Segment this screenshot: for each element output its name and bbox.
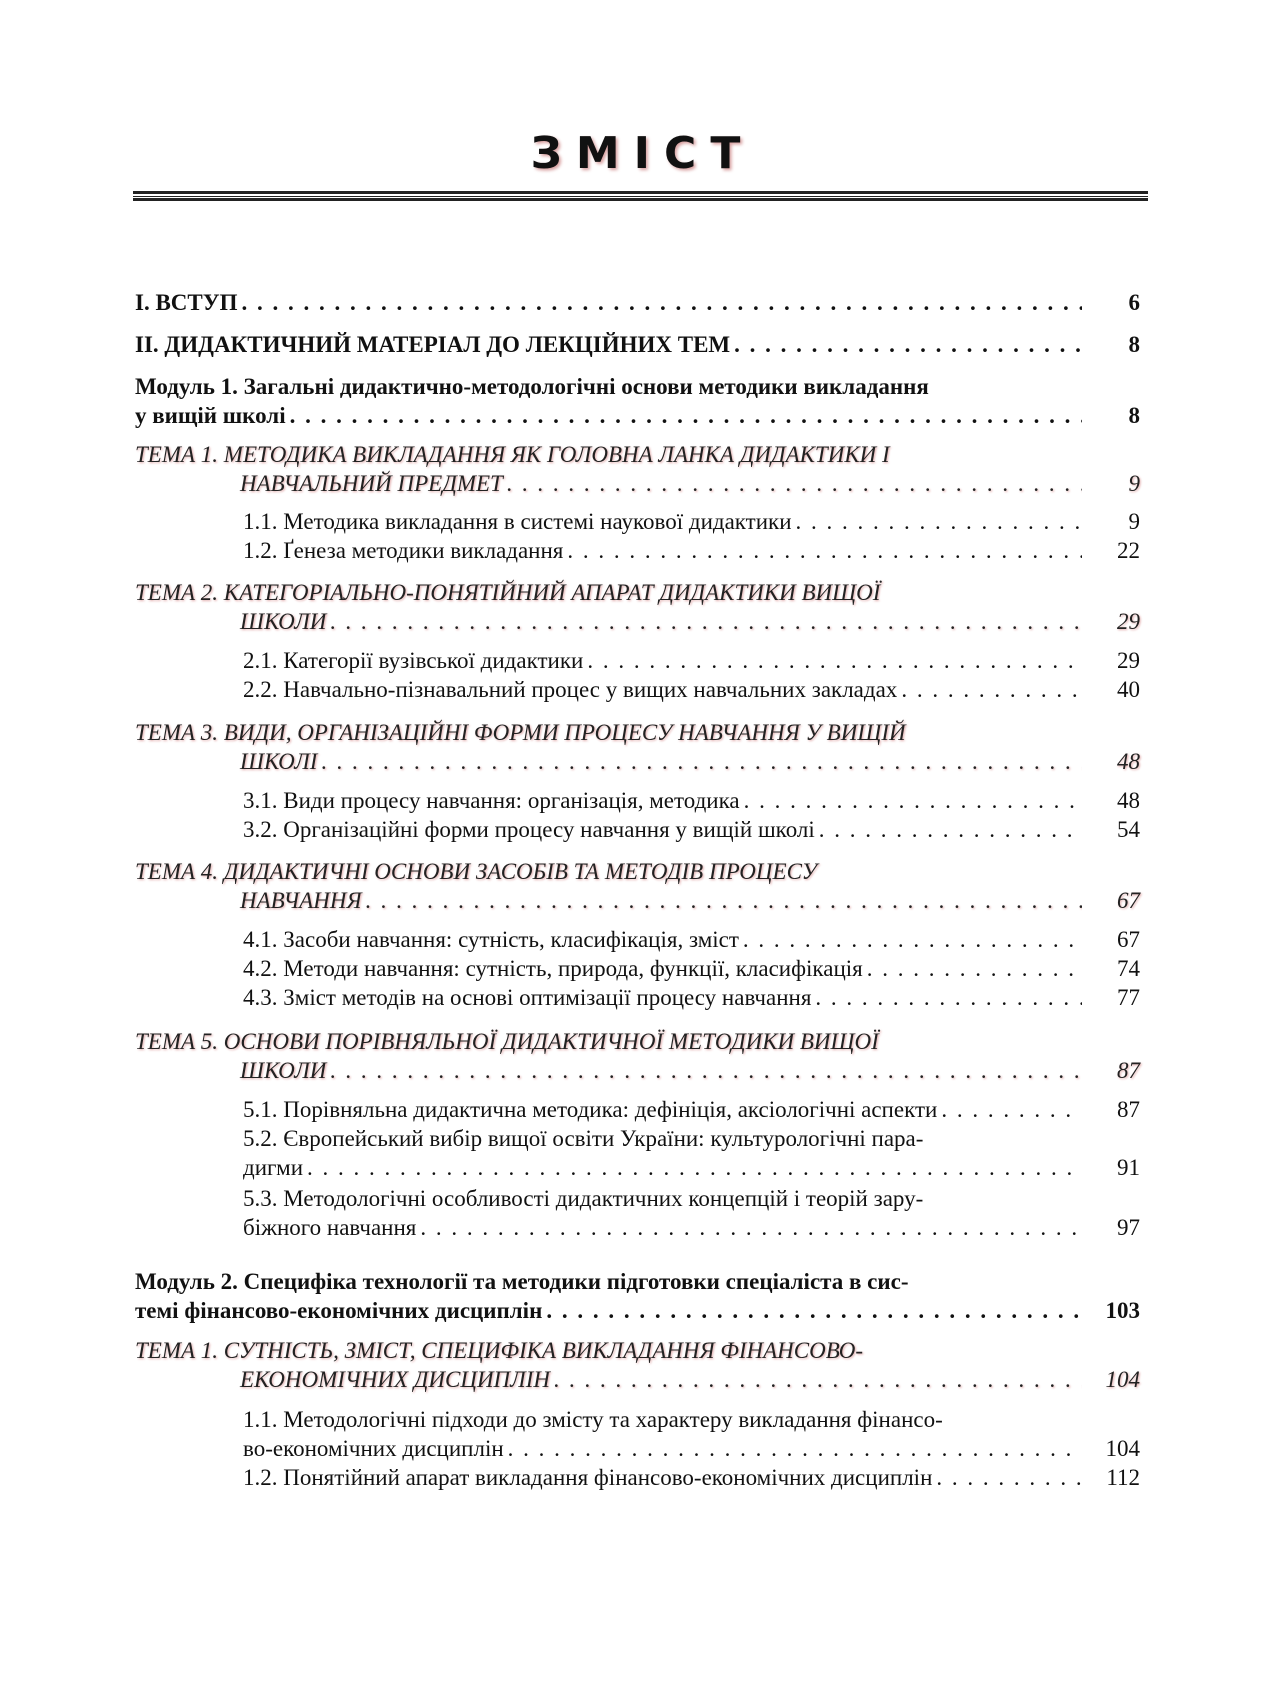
toc-entry-text-cont: біжного навчання — [243, 1215, 417, 1240]
toc-section-4-3[interactable] — [135, 983, 1140, 1012]
toc-module-2-section-1-1[interactable] — [135, 1405, 1140, 1463]
toc-entry-text: 4.3. Зміст методів на основі оптимізації процесу навчання — [243, 985, 812, 1010]
toc-entry-text: 1.1. Методика викладання в системі наукової дидактики — [243, 509, 792, 534]
page-number: 9 — [1128, 471, 1140, 496]
toc-entry-text: 1.2. Понятійний апарат викладання фінансово-економічних дисциплін — [243, 1465, 933, 1490]
toc-entry-text: 5.3. Методологічні особливості дидактичних концепцій і теорій зару- — [243, 1186, 924, 1211]
toc-entry-text: 4.2. Методи навчання: сутність, природа, функції, класифікація — [243, 956, 863, 981]
page-number: 91 — [1117, 1155, 1140, 1180]
toc-entry-text-cont: НАВЧАННЯ — [240, 888, 362, 913]
page-number: 74 — [1117, 956, 1140, 981]
page-number: 54 — [1117, 817, 1140, 842]
toc-entry-text: ТЕМА 1. МЕТОДИКА ВИКЛАДАННЯ ЯК ГОЛОВНА ЛАНКА ДИДАКТИКИ І — [135, 442, 890, 467]
page-number: 29 — [1117, 648, 1140, 673]
toc-section-5-1[interactable] — [135, 1095, 1140, 1124]
toc-section-1-2[interactable] — [135, 536, 1140, 565]
page-number: 48 — [1117, 749, 1140, 774]
toc-entry-text-cont: темі фінансово-економічних дисциплін — [135, 1298, 543, 1323]
toc-entry-text-cont: у вищій школі — [135, 403, 286, 428]
toc-module-2-section-1-2[interactable] — [135, 1463, 1140, 1492]
toc-entry-text: 1.2. Ґенеза методики викладання — [243, 538, 564, 563]
toc-entry-text: 3.1. Види процесу навчання: організація, методика — [243, 788, 740, 813]
page-number: 87 — [1117, 1058, 1140, 1083]
toc-entry-text: 2.2. Навчально-пізнавальний процес у вищих навчальних закладах — [243, 677, 898, 702]
toc-entry-text: ТЕМА 2. КАТЕГОРІАЛЬНО-ПОНЯТІЙНИЙ АПАРАТ ДИДАКТИКИ ВИЩОЇ — [135, 580, 881, 605]
toc-entry-text-cont: ШКОЛИ — [240, 1058, 327, 1083]
page-number: 9 — [1128, 509, 1140, 534]
page-number: 8 — [1128, 403, 1140, 428]
page-number: 104 — [1105, 1436, 1140, 1461]
toc-entry-text-cont: во-економічних дисциплін — [243, 1436, 504, 1461]
toc-entry-text-cont: НАВЧАЛЬНИЙ ПРЕДМЕТ — [240, 471, 503, 496]
toc-entry-text-cont: ЕКОНОМІЧНИХ ДИСЦИПЛІН — [240, 1367, 551, 1392]
toc-topic-5[interactable] — [135, 1027, 1140, 1085]
toc-section-1-1[interactable] — [135, 507, 1140, 536]
page-number: 104 — [1105, 1367, 1140, 1392]
toc-section-2-1[interactable] — [135, 646, 1140, 675]
toc-module-1[interactable] — [135, 372, 1140, 430]
page-number: 6 — [1128, 290, 1140, 315]
toc-topic-3[interactable] — [135, 718, 1140, 776]
toc-module-2[interactable] — [135, 1267, 1140, 1325]
page-number: 29 — [1117, 609, 1140, 634]
page-number: 112 — [1106, 1465, 1140, 1490]
page-number: 97 — [1117, 1215, 1140, 1240]
toc-entry-text: ТЕМА 1. СУТНІСТЬ, ЗМІСТ, СПЕЦИФІКА ВИКЛАДАННЯ ФІНАНСОВО- — [135, 1338, 863, 1363]
toc-section-3-2[interactable] — [135, 815, 1140, 844]
toc-entry-text: 2.1. Категорії вузівської дидактики — [243, 648, 584, 673]
toc-section-2-2[interactable] — [135, 675, 1140, 704]
toc-entry-text-cont: дигми — [243, 1155, 304, 1180]
toc-section-5-3[interactable] — [135, 1184, 1140, 1242]
toc-topic-4[interactable] — [135, 857, 1140, 915]
toc-section-3-1[interactable] — [135, 786, 1140, 815]
toc-section-5-2[interactable] — [135, 1124, 1140, 1182]
page-title: ЗМІСТ — [530, 128, 755, 179]
page-number: 87 — [1117, 1097, 1140, 1122]
page-number: 22 — [1117, 538, 1140, 563]
toc-entry-text: 4.1. Засоби навчання: сутність, класифікація, зміст — [243, 927, 739, 952]
toc-entry-text: Модуль 2. Специфіка технології та методики підготовки спеціаліста в сис- — [135, 1269, 909, 1294]
toc-entry-text: 1.1. Методологічні підходи до змісту та характеру викладання фінансо- — [243, 1407, 943, 1432]
toc-entry-text: ТЕМА 5. ОСНОВИ ПОРІВНЯЛЬНОЇ ДИДАКТИЧНОЇ МЕТОДИКИ ВИЩОЇ — [135, 1029, 879, 1054]
toc-entry-text: Модуль 1. Загальні дидактично-методологічні основи методики викладання — [135, 374, 929, 399]
toc-section-4-1[interactable] — [135, 925, 1140, 954]
page-number: 8 — [1128, 332, 1140, 357]
page-number: 67 — [1117, 888, 1140, 913]
toc-topic-2[interactable] — [135, 578, 1140, 636]
toc-entry-text: ІІ. ДИДАКТИЧНИЙ МАТЕРІАЛ ДО ЛЕКЦІЙНИХ ТЕМ — [135, 332, 731, 357]
toc-topic-1[interactable] — [135, 440, 1140, 498]
page-number: 77 — [1117, 985, 1140, 1010]
page-number: 48 — [1117, 788, 1140, 813]
toc-entry-text-cont: ШКОЛІ — [240, 749, 318, 774]
toc-entry-text: ТЕМА 4. ДИДАКТИЧНІ ОСНОВИ ЗАСОБІВ ТА МЕТОДІВ ПРОЦЕСУ — [135, 859, 818, 884]
toc-section-4-2[interactable] — [135, 954, 1140, 983]
toc-entry-didactic[interactable] — [135, 330, 1140, 359]
page-number: 40 — [1117, 677, 1140, 702]
toc-entry-text: 5.2. Європейський вибір вищої освіти України: культурологічні пара- — [243, 1126, 924, 1151]
toc-module-2-topic-1[interactable] — [135, 1336, 1140, 1394]
page-number: 103 — [1105, 1298, 1140, 1323]
toc-entry-intro[interactable] — [135, 288, 1140, 317]
page-number: 67 — [1117, 927, 1140, 952]
toc-entry-text: 3.2. Організаційні форми процесу навчання у вищій школі — [243, 817, 815, 842]
toc-entry-text-cont: ШКОЛИ — [240, 609, 327, 634]
title-rule — [133, 191, 1148, 201]
toc-entry-text: 5.1. Порівняльна дидактична методика: дефініція, аксіологічні аспекти — [243, 1097, 938, 1122]
toc-entry-text: І. ВСТУП — [135, 290, 238, 315]
toc-entry-text: ТЕМА 3. ВИДИ, ОРГАНІЗАЦІЙНІ ФОРМИ ПРОЦЕСУ НАВЧАННЯ У ВИЩІЙ — [135, 720, 906, 745]
